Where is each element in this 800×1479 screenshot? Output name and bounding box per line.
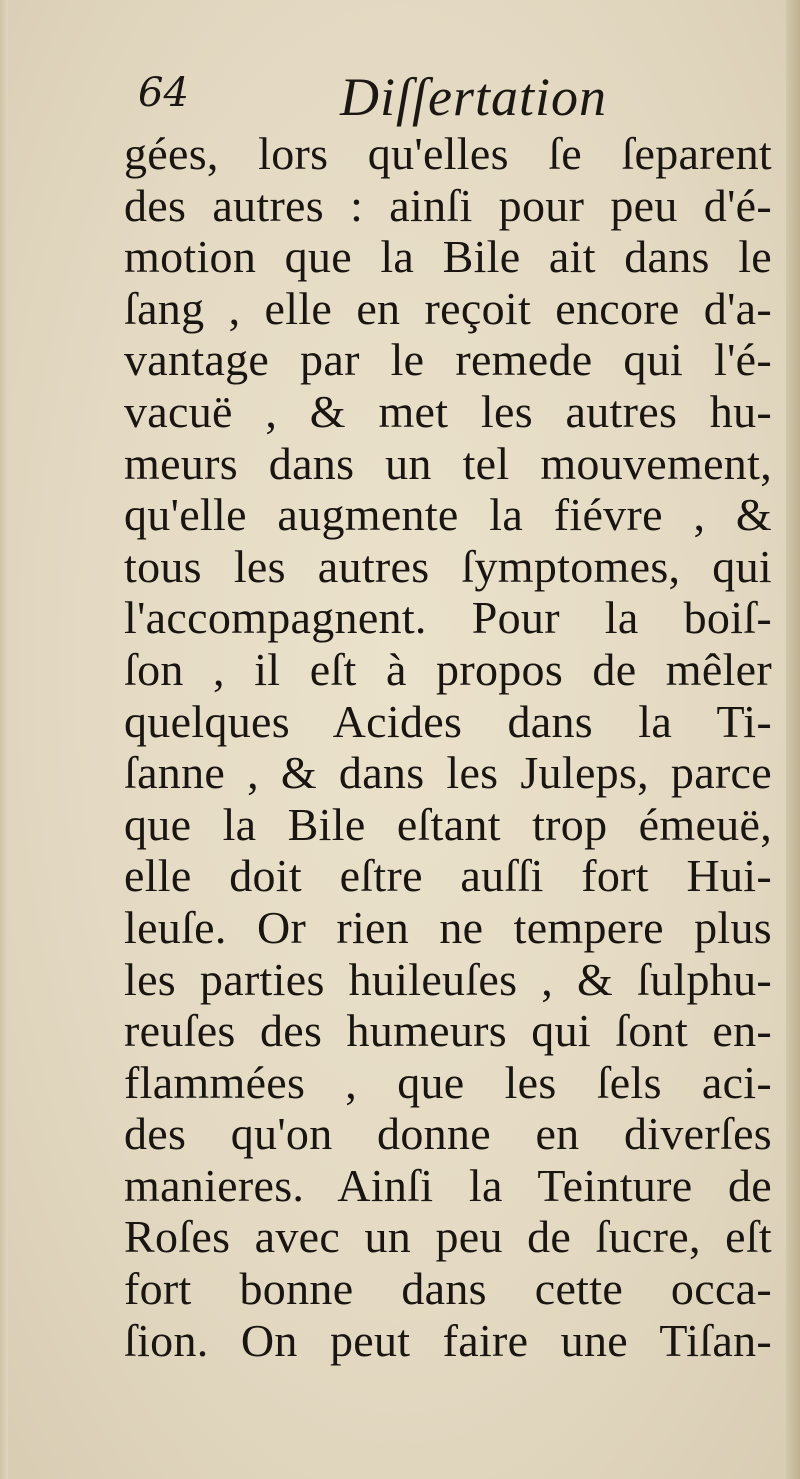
text-line: ſon , il eſt à propos de mêler <box>124 643 772 695</box>
page-right-edge <box>786 0 800 1479</box>
running-title: Diſſertation <box>340 67 607 127</box>
text-line: ſanne , & dans les Juleps, parce <box>124 747 772 799</box>
text-line: motion que la Bile ait dans le <box>124 231 772 283</box>
page-left-edge <box>0 0 8 1479</box>
text-line: reuſes des humeurs qui ſont en- <box>124 1005 772 1057</box>
text-line: des qu'on donne en diverſes <box>124 1108 772 1160</box>
text-line: meurs dans un tel mouvement, <box>124 437 772 489</box>
body-text <box>124 128 772 1366</box>
text-line: flammées , que les ſels aci- <box>124 1056 772 1108</box>
text-line: ſang , elle en reçoit encore d'a- <box>124 282 772 334</box>
text-line: leuſe. Or rien ne tempere plus <box>124 901 772 953</box>
text-line: des autres : ainſi pour peu d'é- <box>124 179 772 231</box>
page-number: 64 <box>138 70 189 116</box>
text-line: vantage par le remede qui l'é- <box>124 334 772 386</box>
text-line: vacuë , & met les autres hu- <box>124 385 772 437</box>
text-line: qu'elle augmente la fiévre , & <box>124 489 772 541</box>
running-head <box>0 66 800 136</box>
text-line: que la Bile eſtant trop émeuë, <box>124 798 772 850</box>
text-line: gées, lors qu'elles ſe ſeparent <box>124 128 772 179</box>
text-line: les parties huileuſes , & ſulphu- <box>124 953 772 1005</box>
text-line: quelques Acides dans la Ti- <box>124 695 772 747</box>
text-line: manieres. Ainſi la Teinture de <box>124 1159 772 1211</box>
text-line: Roſes avec un peu de ſucre, eſt <box>124 1211 772 1263</box>
text-line: fort bonne dans cette occa- <box>124 1263 772 1315</box>
text-line: tous les autres ſymptomes, qui <box>124 540 772 592</box>
text-line: ſion. On peut faire une Tiſan- <box>124 1314 772 1366</box>
text-line: l'accompagnent. Pour la boiſ- <box>124 592 772 644</box>
text-line: elle doit eſtre auſſi fort Hui- <box>124 850 772 902</box>
